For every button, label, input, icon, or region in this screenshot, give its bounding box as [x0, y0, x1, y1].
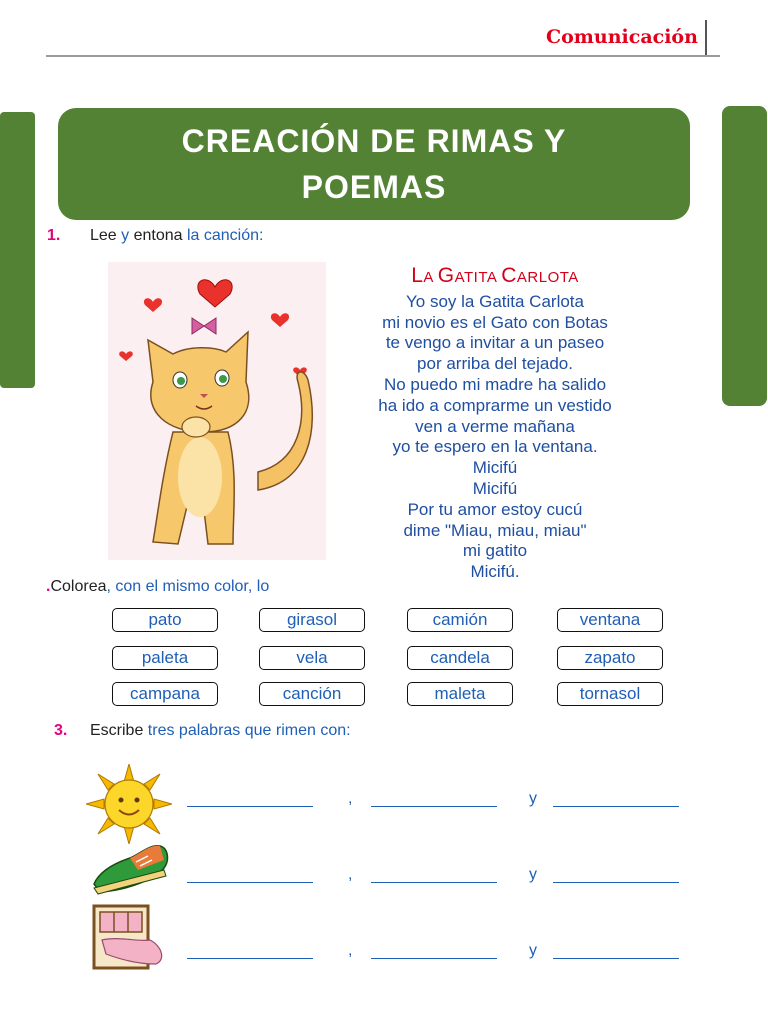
poem-title-part: C	[501, 264, 517, 287]
and-separator: y	[529, 790, 537, 807]
poem-title-part: A	[423, 269, 438, 286]
poem-line: ven a verme mañana	[415, 416, 575, 436]
and-separator: y	[529, 942, 537, 959]
instr-la-cancion: la canción:	[186, 227, 264, 244]
word-box[interactable]: pato	[112, 608, 218, 632]
poem-line: Micifú.	[470, 562, 520, 582]
window-icon	[88, 902, 168, 974]
header-divider-vertical	[705, 20, 707, 56]
word-box[interactable]: campana	[112, 682, 218, 706]
poem-line: te vengo a invitar a un paseo	[385, 333, 605, 353]
poem	[335, 266, 655, 583]
section-2-bullet: .	[46, 578, 51, 595]
word-box[interactable]: candela	[407, 646, 513, 670]
instr-mismo-color: , con el mismo color, lo	[106, 578, 270, 595]
word-box[interactable]: vela	[259, 646, 365, 670]
poem-line: No puedo mi madre ha salido	[383, 374, 607, 394]
instr-y: y	[121, 227, 130, 244]
instr-colorea: Colorea	[50, 578, 107, 595]
instr-escribe: Escribe	[90, 722, 148, 739]
poem-title-part: ARLOTA	[516, 269, 579, 286]
poem-line: Por tu amor estoy cucú	[407, 499, 583, 519]
answer-line[interactable]	[187, 882, 313, 883]
header-divider	[46, 55, 720, 57]
comma-separator: ,	[348, 790, 353, 807]
answer-line[interactable]	[187, 806, 313, 807]
and-separator: y	[529, 866, 537, 883]
answer-line[interactable]	[553, 806, 679, 807]
poem-line: yo te espero en la ventana.	[392, 437, 598, 457]
word-box[interactable]: maleta	[407, 682, 513, 706]
section-3-number: 3.	[54, 722, 68, 739]
instr-lee: Lee	[90, 227, 122, 244]
title-line-2: POEMAS	[301, 169, 447, 205]
word-box[interactable]: girasol	[259, 608, 365, 632]
answer-line[interactable]	[553, 882, 679, 883]
poem-line: Micifú	[472, 458, 518, 478]
answer-line[interactable]	[187, 958, 313, 959]
poem-line: Micifú	[472, 478, 518, 498]
comma-separator: ,	[348, 942, 353, 959]
word-box[interactable]: ventana	[557, 608, 663, 632]
word-box[interactable]: canción	[259, 682, 365, 706]
title-line-1: CREACIÓN DE RIMAS Y	[181, 123, 567, 159]
page-title	[58, 108, 690, 220]
poem-line: dime "Miau, miau, miau"	[403, 520, 587, 540]
sun-icon	[86, 764, 172, 844]
cat-icon	[108, 262, 326, 560]
comma-separator: ,	[348, 866, 353, 883]
section-1-number: 1.	[47, 227, 61, 244]
instr-entona: entona	[129, 227, 187, 244]
left-side-bar	[0, 112, 35, 388]
poem-title	[335, 266, 655, 289]
instr-tres-palabras: tres palabras que rimen con:	[147, 722, 351, 739]
section-3-instruction	[90, 722, 351, 740]
answer-line[interactable]	[371, 806, 497, 807]
poem-line: por arriba del tejado.	[417, 354, 573, 374]
poem-title-part: ATITA	[454, 269, 502, 286]
poem-line: Yo soy la Gatita Carlota	[406, 291, 584, 311]
answer-line[interactable]	[553, 958, 679, 959]
answer-line[interactable]	[371, 958, 497, 959]
word-box[interactable]: camión	[407, 608, 513, 632]
answer-line[interactable]	[371, 882, 497, 883]
poem-line: mi gatito	[462, 541, 528, 561]
poem-line: ha ido a comprarme un vestido	[378, 395, 612, 415]
shoe-icon	[90, 840, 170, 898]
poem-title-part: L	[411, 264, 424, 287]
section-1-instruction	[90, 227, 263, 245]
word-box[interactable]: tornasol	[557, 682, 663, 706]
word-box[interactable]: zapato	[557, 646, 663, 670]
word-box[interactable]: paleta	[112, 646, 218, 670]
subject-label: Comunicación	[546, 26, 698, 48]
poem-line: mi novio es el Gato con Botas	[382, 312, 608, 332]
cat-illustration	[108, 262, 326, 560]
section-2-instruction	[46, 578, 269, 596]
poem-title-part: G	[437, 264, 455, 287]
right-side-bar	[722, 106, 767, 406]
